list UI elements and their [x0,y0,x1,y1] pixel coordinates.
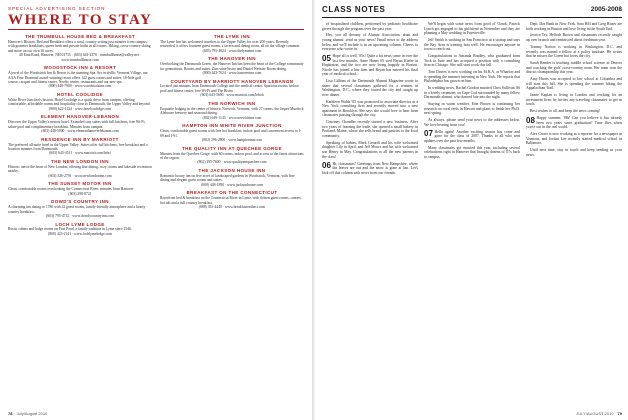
listing-name: THE JACKSON HOUSE INN [198,168,266,174]
class-year-label: 05 [322,53,331,63]
note-paragraph [424,146,520,160]
listing-description: Clean, comfortable rooms overlooking the Connecticut River, minutes from Hanover. [8,187,135,192]
inn-listing [160,56,304,75]
listing-description: Discover the Upper Valley's newest hotel. Extended stay suites with full kitchens, free Wi-Fi, saline pool and complimentary breakfast. Minutes from campus. [8,120,146,129]
note-text: Best wishes to all, and keep the news coming! [530,109,601,114]
listing-contact: (800) 622-1124 · www.hotelcoolidge.com [49,106,111,111]
note-text: Congratulations to Amanda Bradley, who graduated from Tuck in June and has accepted a position with a consulting firm in Chicago. She will start work this fall. [424,54,520,68]
note-text: Until next time, stay in touch and keep sending us your news. [526,148,622,157]
inn-listing [8,137,152,156]
listing-contact: (603) 643-5600 · www.marriott.com/leboh [200,93,264,98]
listing-description: Historic inn in the heart of New London, offering fine dining, cozy rooms and lakeside recreation nearby. [8,164,152,174]
ad-columns [8,34,304,406]
note-paragraph [526,61,622,75]
note-text: Sarah Bender is teaching middle school science in Denver and coaching the girls' cross-country team. Her team won the district championship this year. [526,61,622,75]
inn-listing [8,65,152,89]
listing-name: BREAKFAST ON THE CONNECTICUT [186,190,278,196]
listing-contact: (802) 296-2800 · www.hamptoninn.com [202,138,262,143]
listing-contact: (603) 643-4511 · www.marriott.com/lebri [49,151,111,156]
listing-contact: (802) 649-1143 · www.norwichinn.com [202,115,262,120]
listing-description: Exquisite lodging in the center of historic Norwich, Vermont, with 27 rooms, the Jasper Murdock Alehouse brewery and seasonal dining. [160,106,304,116]
note-paragraph [322,22,418,31]
note-paragraph [424,102,520,116]
listing-description: Clean, comfortable guest rooms with free hot breakfast, indoor pool and convenient access to I-89 and I-91. [160,129,302,138]
inn-listing [8,92,152,111]
inn-listing [160,101,304,120]
note-text: Amy Harris was accepted to law school at Columbia and will start this fall. She is spending the summer hiking the Appalachian Trail. [526,77,622,91]
inn-listing [160,79,304,98]
inn-listing [160,168,304,187]
note-text: Jeff Smith is working in San Francisco at a startup and says the Bay Area is treating him well. He encourages anyone in town to reach out. [424,38,520,52]
listing-description: White River Junction's historic Hotel Coolidge is a quick drive from campus, offering comfortable, affordable rooms and hospitality close to Dartmouth, the Upper Valley and beyond. [8,97,151,107]
listing-name: HOTEL COOLIDGE [56,92,104,98]
listing-contact: (802) 295-7600 · www.qualityinnquechee.com [197,160,267,165]
listing-name: RESIDENCE INN BY MARRIOTT [41,136,119,142]
note-paragraph [526,132,622,146]
listing-name: THE LYME INN [213,34,251,39]
listing-description: The Lyme Inn has welcomed travelers to the Upper Valley for over 200 years. Recently renovated, it offers fourteen guest rooms, a tavern and dining room, all on the village common. [160,39,301,49]
class-notes-column-2 [424,22,520,408]
class-year-entry [526,116,622,130]
inn-listing [8,159,152,178]
listing-name: THE NEW LONDON INN [51,159,109,165]
note-text: Tom Davies is now working on his M.B.A. at Wharton and is spending the summer interning in New York. He reports that Philadelphia has grown on him. [424,70,520,84]
listing-name: LOCH LYME LODGE [55,221,105,227]
note-text: Jamie Kaplan is living in London and working for an investment firm; he invites any traveling classmates to get in touch. [526,93,622,107]
inn-listing [8,114,152,133]
right-issue-date: JULY/AUGUST 2010 [576,411,614,416]
note-text: Tommy Norton is working in Washington, D.C. and recently was named a fellow at a policy institute. He writes that he misses the Green but loves the city. [526,44,622,59]
left-issue-date: July/August 2010 [16,411,48,416]
inn-listing [8,181,152,196]
inn-listing [160,34,304,53]
note-paragraph [526,33,622,42]
note-paragraph [424,54,520,68]
listing-description: Hanover's Historic Bed and Breakfast offers a rural, country setting just minutes from campus, with gourmet breakfasts, queen beds and private baths in all rooms. Hiking, cross-country skiing and more on our own 16 acres. [8,39,151,53]
note-paragraph [322,120,418,138]
ad-title: WHERE TO STAY [8,12,153,28]
note-paragraph [526,22,622,31]
note-text: Hello again! Another exciting season has come and gone for the class of 2007. Thanks to all who sent updates over the past few months. [424,129,520,143]
listing-name: COURTYARD BY MARRIOTT HANOVER LEBANON [170,78,294,84]
listing-description: Located just minutes from Dartmouth College and the medical center. Spacious rooms, indoor pool and fitness center, free Wi-Fi and The Bistro. [160,84,299,93]
note-paragraph [526,77,622,91]
listing-contact: (800) 423-2141 · www.lochlymelodge.com [48,231,112,236]
inn-listing [160,146,304,165]
listing-name: THE QUALITY INN AT QUECHEE GORGE [182,145,282,151]
note-text: Alex Carter is now working as a reporter for a newspaper in Vermont, and Jordan Lee recently started medical school in Baltimore. [526,132,622,146]
note-paragraph [526,93,622,107]
listing-contact: (800) 443-7024 · www.hanoverinn.com [202,71,262,76]
right-page-number: 79 [617,411,622,416]
note-text: Jessica Tey, Hellosh Brown and classmates recently caught up over brunch and reminisced about freshman year. [526,33,622,43]
class-notes-years: 2005-2008 [590,6,622,13]
note-text: Lisa Gilliam of the Dartmouth Alumni Magazine wrote to share that several classmates gathered for a reunion in Washington, D.C., where they toured the city and caught up over dinner. [322,79,418,97]
left-page-number: 78 [8,411,13,416]
listing-description: A charming inn dating to 1780 with 22 guest rooms, family-friendly atmosphere and a hearty country breakfast. [8,205,146,214]
listing-name: ELEMENT HANOVER-LEBANON [40,114,120,120]
inn-listing [8,34,152,62]
class-year-entry [424,130,520,144]
inn-listing [160,123,304,142]
ad-column-1 [8,34,152,406]
inn-listing [160,190,304,209]
note-paragraph [424,118,520,127]
note-text: Courtney Chandler recently started a new business. After two years of learning the trade, she opened a small bakery in Portland, Maine, where she sells bread and pastries to the local community. [322,120,418,138]
listing-description: The preferred all-suite hotel in the Upper Valley. Suites offer full kitchens, free breakfast and a location minutes from Dartmouth. [8,142,148,151]
class-notes-column-3 [526,22,622,408]
note-paragraph [322,141,418,159]
ad-page [0,0,312,420]
listing-contact: (603) 795-4824 · www.thelymeinn.com [202,48,262,53]
listing-contact: (800) 448-7900 · www.woodstockinn.com [48,84,112,89]
class-notes-page [316,0,628,420]
note-paragraph [526,109,622,114]
class-year-label: 06 [322,161,331,171]
class-year-entry [322,54,418,77]
listing-description: A jewel of the Woodstock Inn & Resort is the stunning Spa. Set in idyllic Vermont Village, our AAA Four Diamond award-winning resort offers 142 guest rooms and suites, 18-hole golf course, racquet and fitness center, Nordic center, restaurants and our new spa. [8,71,148,84]
note-text: of hospitalized children, performed by pediatric healthcare givers through the program over the past year. [322,22,418,31]
note-paragraph [526,148,622,157]
note-paragraph [322,79,418,97]
class-year-entry [322,162,418,176]
note-text: In wedding news, Rachel Gordon married Chris Sullivan '06 in a lovely ceremony on Cape Cod surrounded by many fellow Dartmouth alumni, who danced late into the night. [424,86,520,100]
note-paragraph [424,70,520,84]
listing-description: Riverfront bed & breakfast on the Connecticut River in Lyme, with fifteen guest rooms, canoes, hot tub and a full country breakfast. [160,196,302,205]
class-notes-column-1 [322,22,418,408]
class-notes-columns [322,22,622,408]
note-paragraph [322,100,418,118]
note-text: Many classmates got married this year, including several celebrations right in Hanover that brought dozens of '07s back to campus. [424,145,520,159]
right-footer [576,411,622,416]
note-text: Happy summer, '08s! Can you believe it has already been two years since graduation? Time flies when you're out in the real world. [526,116,622,130]
left-footer [8,411,47,416]
listing-contact: (800) 448-1890 · www.jacksonhouse.com [201,182,263,187]
listing-contact: (888) 353-4440 · www.breakfastonthect.com [198,205,266,210]
note-text: Hope all is well, '05s! Quite a bit news came in over the last few months. Anne Hanes 05 wed Bryan Kiefer in Hopkinton, and the two are now living happily in Boston. Nicole has joined a law firm and Bryan has entered his final year of medical school. [322,54,418,77]
listing-name: HAMPTON INN WHITE RIVER JUNCTION [182,123,282,129]
listing-description: Minutes from the Quechee Gorge, with 60 rooms, indoor pool, and access to the finest attractions of the region. [160,151,304,160]
listing-description: Romantic luxury inn on five acres of landscaped gardens in Woodstock, Vermont, with fine dining and elegant guest rooms and suites. [160,173,295,183]
note-text: Hey, you all dreamy of Alumni Association, alum and young alumni: send us your news! Email news to the address below and we'll include it in an upcoming column. Cheers to everyone who wrote in. [322,33,418,52]
note-text: Dept. Dot Bank in New York. Sara Hill and Greg Ritzer are both working in Boston and love living in the South End. [526,22,622,31]
class-notes-header [322,4,622,18]
listing-name: WOODSTOCK INN & RESORT [43,65,117,71]
listing-contact: (603) 448-5000 · www.elementhanoverlebanon.com [41,129,119,134]
ad-kicker: SPECIAL ADVERTISING SECTION [8,6,106,11]
ad-banner [8,4,304,30]
ad-column-2 [160,34,304,406]
listing-contact: (603) 795-4712 · www.dowdscountryinn.com [46,214,114,219]
listing-name: DOWD'S COUNTRY INN [51,199,109,205]
listing-name: THE HANOVER INN [208,56,256,62]
note-text: As always, please send your news to the addresses below. We love hearing from you! [424,118,520,127]
listing-name: THE TRUMBULL HOUSE BED & BREAKFAST [24,34,136,39]
class-year-label: 08 [526,115,535,125]
class-year-label: 07 [424,129,433,139]
listing-contact: 40 Etna Road, Hanover, NH 03755 · (603) 643-2370 · trumbullhouse@valley.net · www.trumbullhouse.com [18,53,141,62]
inn-listing [8,199,152,218]
note-text: Speaking of babies, Mark Gerardi and his wife welcomed daughter Lily in April, and Jeff Moore and his wife welcomed son Henry in May. Congratulations to all the new parents in the class! [322,140,418,159]
note-paragraph [424,86,520,100]
note-paragraph [424,22,520,36]
note-text: Hi, classmates! Greetings from New Hampshire, where the leaves are out and the snow is gone at last. Let's kick off this column with news from our friends. [322,161,418,175]
listing-contact: (603) 298-8721 [68,191,92,196]
note-paragraph [526,45,622,59]
class-notes-title: CLASS NOTES [322,5,386,14]
note-paragraph [322,33,418,51]
note-paragraph [424,38,520,52]
note-text: We'll begin with some news from good ol' Ozark. Patrick Lynch got engaged to his girlfriend in November and they are planning a May wedding in Fayetteville. [424,22,520,36]
note-text: Kathleen Walsh '05 was promoted to associate director at a New York consulting firm and recently moved into a new apartment in Brooklyn. She says she would love to hear from classmates passing through the city. [322,99,418,118]
listing-name: THE NORWICH INN [208,101,256,107]
listing-description: Overlooking the Dartmouth Green, the Hanover Inn has been the heart of the College community for generations. Rooms and suites, Zins wine bistro and Daniel Webster Room dining. [160,62,304,71]
inn-listing [8,222,152,237]
listing-description: Rustic cabins and lodge rooms on Post Pond, a family tradition in Lyme since 1946. [8,227,132,232]
note-text: Staying in warm weather, Erin Brown is continuing her research on coral reefs in Hawaii and plans to finish her Ph.D. next spring. [424,102,520,116]
listing-name: THE SUNSET MOTOR INN [48,181,112,187]
listing-contact: (603) 526-2791 · www.newlondoninn.com [48,173,112,178]
